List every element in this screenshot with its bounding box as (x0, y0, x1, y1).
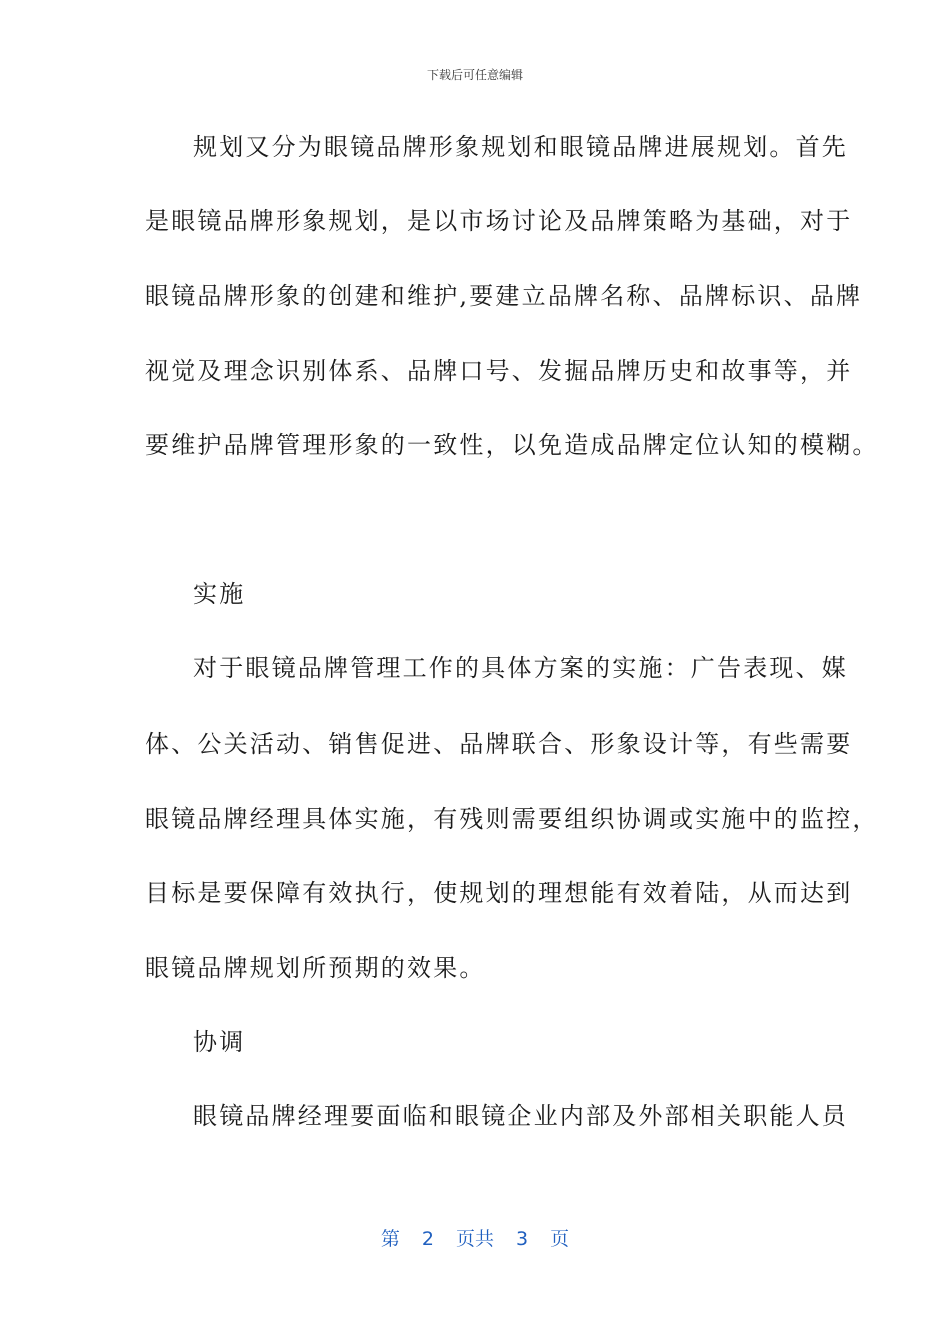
body-line: 对于眼镜品牌管理工作的具体方案的实施：广告表现、媒 (193, 654, 848, 682)
page-label-suffix: 页 (550, 1228, 570, 1250)
total-pages-number: 3 (516, 1228, 529, 1250)
page-footer (0, 1224, 950, 1251)
header-note: 下载后可任意编辑 (426, 68, 523, 82)
page-label-prefix: 第 (380, 1228, 400, 1250)
body-line: 规划又分为眼镜品牌形象规划和眼镜品牌进展规划。首先 (193, 133, 848, 161)
body-line: 眼镜品牌形象的创建和维护,要建立品牌名称、品牌标识、品牌 (145, 282, 863, 310)
body-line: 眼镜品牌规划所预期的效果。 (145, 954, 486, 982)
body-line: 目标是要保障有效执行，使规划的理想能有效着陆，从而达到 (145, 879, 853, 907)
body-line: 要维护品牌管理形象的一致性，以免造成品牌定位认知的模糊。 (145, 431, 879, 459)
body-line: 体、公关活动、销售促进、品牌联合、形象设计等，有些需要 (145, 730, 853, 758)
section-heading: 协调 (193, 1028, 246, 1056)
current-page-number: 2 (421, 1228, 434, 1250)
body-line: 眼镜品牌经理要面临和眼镜企业内部及外部相关职能人员 (193, 1102, 848, 1130)
body-line: 视觉及理念识别体系、品牌口号、发掘品牌历史和故事等，并 (145, 357, 853, 385)
section-heading: 实施 (193, 580, 246, 608)
body-line: 眼镜品牌经理具体实施，有残则需要组织协调或实施中的监控， (145, 805, 879, 833)
page-label-middle: 页共 (455, 1228, 494, 1250)
body-line: 是眼镜品牌形象规划，是以市场讨论及品牌策略为基础，对于 (145, 207, 853, 235)
